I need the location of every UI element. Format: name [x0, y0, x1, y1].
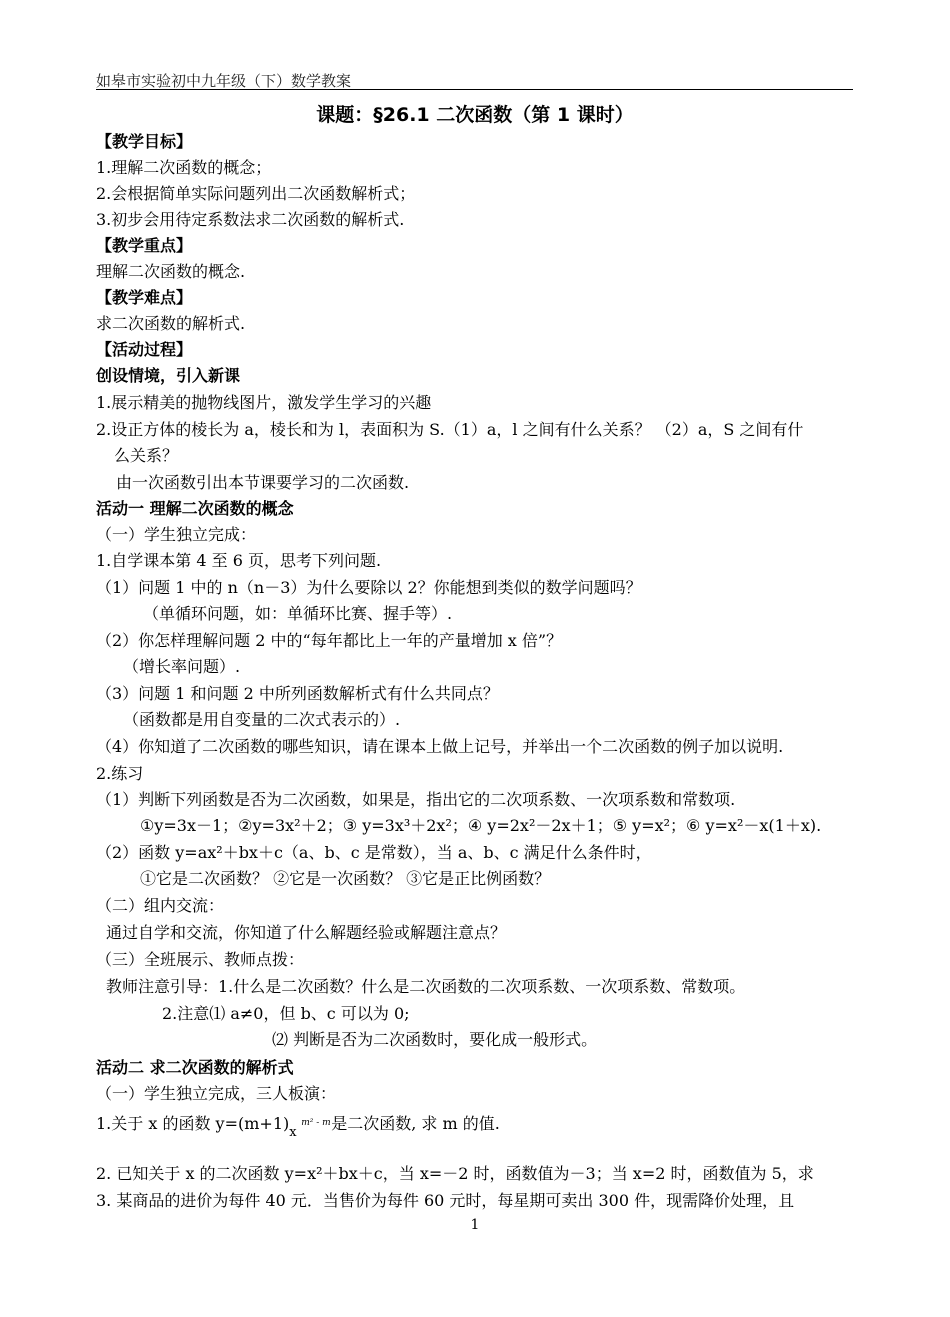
intro-item: 1.展示精美的抛物线图片，激发学生学习的兴趣 [96, 393, 432, 412]
activity-text: 通过自学和交流，你知道了什么解题经验或解题注意点？ [106, 923, 507, 942]
activity-step: （三）全班展示、教师点拨： [96, 950, 305, 969]
teacher-note: 教师注意引导：1.什么是二次函数？什么是二次函数的二次项系数、一次项系数、常数项。 [106, 977, 746, 996]
focus-text: 理解二次函数的概念. [96, 262, 246, 281]
page-number: 1 [470, 1217, 480, 1233]
activity-item: 1.自学课本第 4 至 6 页，思考下列问题. [96, 551, 382, 570]
question: （2）你怎样理解问题 2 中的“每年都比上一年的产量增加 x 倍”？ [96, 631, 563, 650]
exponent-base: x [289, 1125, 297, 1140]
goal-item: 3.初步会用待定系数法求二次函数的解析式. [96, 210, 405, 229]
answer-note: （函数都是用自变量的二次式表示的）. [123, 710, 401, 729]
page-header: 如皋市实验初中九年级（下）数学教案 [96, 72, 352, 90]
exercise-2: 2. 已知关于 x 的二次函数 y=x²＋bx＋c，当 x=－2 时，函数值为－3；当 x=2 时，函数值为 5，求 [96, 1164, 814, 1183]
teacher-note: ⑵ 判断是否为二次函数时，要化成一般形式。 [272, 1030, 598, 1049]
section-heading-goals: 【教学目标】 [96, 132, 193, 151]
intro-item-continued: 么关系？ [114, 446, 179, 465]
exponent-power: m² - m [301, 1118, 331, 1128]
practice-subquestions: ①它是二次函数？ ②它是一次函数？ ③它是正比例函数？ [140, 869, 551, 888]
practice-heading: 2.练习 [96, 764, 144, 783]
exercise-1-text-end: 是二次函数, 求 m 的值. [331, 1114, 500, 1133]
lesson-title: 课题：§26.1 二次函数（第 1 课时） [316, 104, 634, 126]
practice-functions: ①y=3x－1；②y=3x²＋2；③ y=3x³＋2x²；④ y=2x²－2x＋1；⑤ y=x²；⑥ y=x²－x(1＋x). [140, 816, 822, 835]
activity-step: （一）学生独立完成： [96, 525, 257, 544]
intro-item: 2.设正方体的棱长为 a，棱长和为 l，表面积为 S.（1）a，l 之间有什么关系？ （2）a，S 之间有什 [96, 420, 804, 439]
practice-question: （1）判断下列函数是否为二次函数，如果是，指出它的二次项系数、一次项系数和常数项. [96, 790, 736, 809]
practice-question: （2）函数 y=ax²＋bx＋c（a、b、c 是常数），当 a、b、c 满足什么条件时， [96, 843, 652, 862]
question: （4）你知道了二次函数的哪些知识，请在课本上做上记号，并举出一个二次函数的例子加以说明. [96, 737, 784, 756]
section-heading-focus: 【教学重点】 [96, 236, 193, 255]
activity-one-heading: 活动一 理解二次函数的概念 [96, 499, 294, 518]
exponent-expression [289, 1111, 331, 1140]
section-heading-process: 【活动过程】 [96, 340, 193, 359]
activity-step: （一）学生独立完成，三人板演： [96, 1084, 337, 1103]
activity-two-heading: 活动二 求二次函数的解析式 [96, 1058, 294, 1077]
goal-item: 2.会根据简单实际问题列出二次函数解析式； [96, 184, 416, 203]
question: （3）问题 1 和问题 2 中所列函数解析式有什么共同点？ [96, 684, 499, 703]
activity-step: （二）组内交流： [96, 896, 225, 915]
subsection-heading-intro: 创设情境，引入新课 [96, 366, 241, 385]
header-rule [96, 89, 853, 90]
exercise-1 [96, 1111, 500, 1140]
intro-summary: 由一次函数引出本节课要学习的二次函数. [116, 473, 410, 492]
answer-note: （增长率问题）. [123, 657, 241, 676]
question: （1）问题 1 中的 n（n－3）为什么要除以 2？你能想到类似的数学问题吗？ [96, 578, 642, 597]
exercise-3: 3. 某商品的进价为每件 40 元．当售价为每件 60 元时，每星期可卖出 300 件，现需降价处理，且 [96, 1191, 795, 1210]
section-heading-difficulty: 【教学难点】 [96, 288, 193, 307]
answer-note: （单循环问题，如：单循环比赛、握手等）. [143, 604, 453, 623]
teacher-note: 2.注意⑴ a≠0，但 b、c 可以为 0; [162, 1004, 410, 1023]
goal-item: 1.理解二次函数的概念； [96, 158, 272, 177]
exercise-1-text: 1.关于 x 的函数 y=(m+1) [96, 1114, 290, 1133]
difficulty-text: 求二次函数的解析式. [96, 314, 246, 333]
